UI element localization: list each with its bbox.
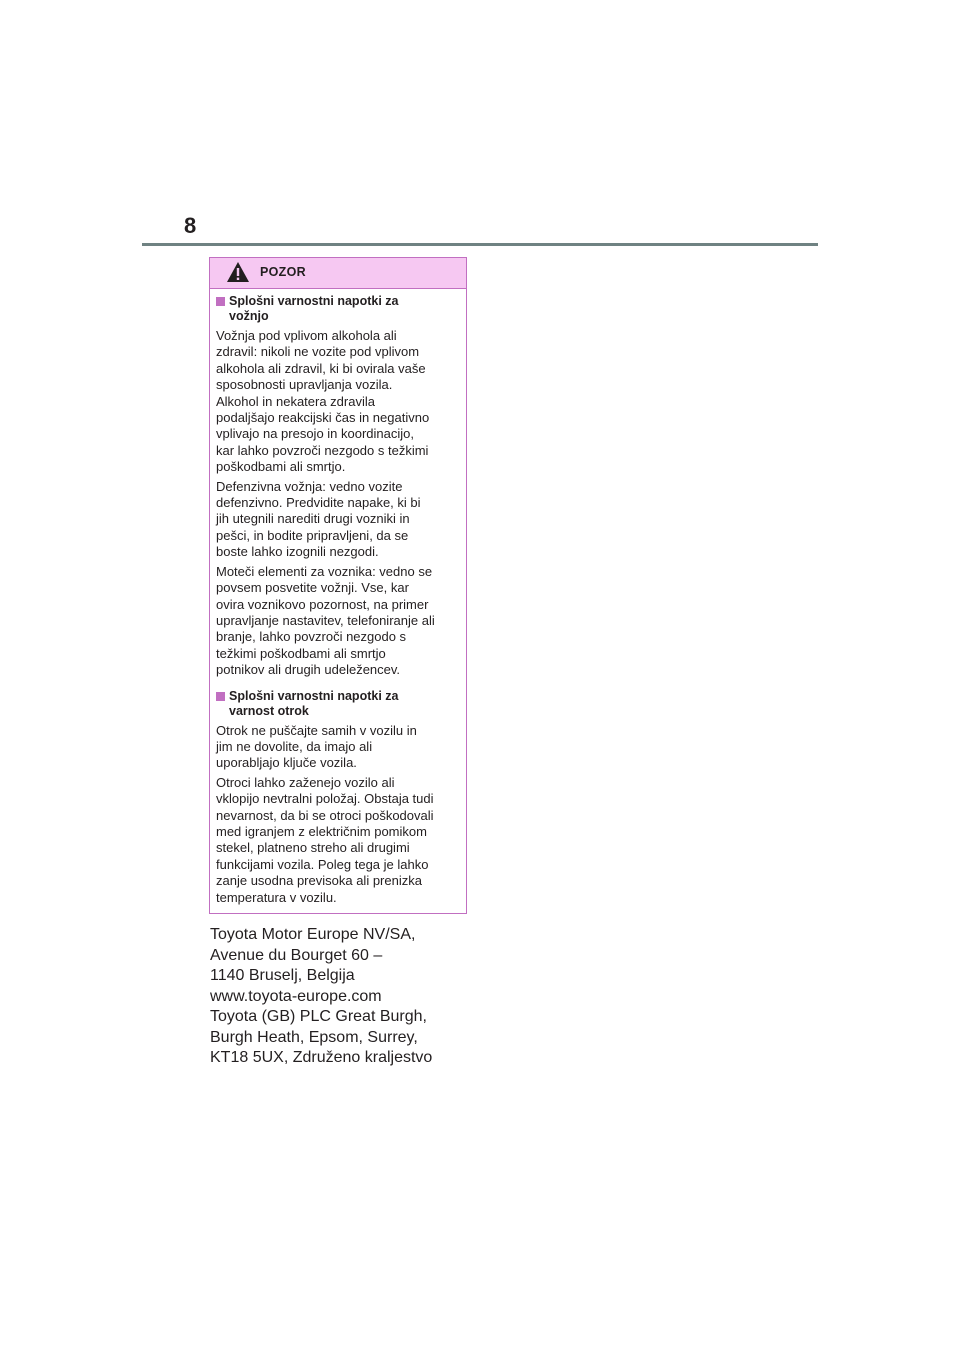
warning-title: POZOR xyxy=(260,265,306,279)
text-line: uporabljajo ključe vozila. xyxy=(216,755,357,771)
text-line: kar lahko povzroči nezgodo s težkimi xyxy=(216,442,429,458)
address-toyota-europe xyxy=(210,925,510,1007)
address-line: KT18 5UX, Združeno kraljestvo xyxy=(210,1049,433,1066)
text-line: nevarnost, da bi se otroci poškodovali xyxy=(216,807,434,823)
page-number: 8 xyxy=(184,213,197,238)
text-line: potnikov ali drugih udeležencev. xyxy=(216,662,401,678)
text-line: Alkohol in nekatera zdravila xyxy=(216,393,375,409)
address-line: Avenue du Bourget 60 – xyxy=(210,946,383,964)
warning-box xyxy=(209,257,467,914)
text-line: defenzivno. Predvidite napake, ki bi xyxy=(216,495,421,511)
paragraph-defensive-driving xyxy=(216,479,460,561)
text-line: zanje usodna previsoka ali prenizka xyxy=(216,873,422,889)
heading-line: vožnjo xyxy=(229,309,269,323)
section-heading-driving xyxy=(216,294,460,324)
text-line: povsem posvetite vožnji. Vse, kar xyxy=(216,580,409,596)
text-line: med igranjem z električnim pomikom xyxy=(216,823,427,839)
address-line: 1140 Bruselj, Belgija xyxy=(210,967,355,984)
text-line: poškodbami ali smrtjo. xyxy=(216,459,346,475)
heading-line: Splošni varnostni napotki za xyxy=(229,688,399,703)
text-line: branje, lahko povzroči nezgodo s xyxy=(216,629,407,645)
paragraph-children-alone xyxy=(216,723,460,772)
text-line: temperatura v vozilu. xyxy=(216,889,337,905)
square-bullet-icon xyxy=(216,297,225,306)
text-line: Otrok ne puščajte samih v vozilu in xyxy=(216,722,417,738)
address-line: Burgh Heath, Epsom, Surrey, xyxy=(210,1028,418,1046)
section-gap xyxy=(216,682,460,689)
website-link[interactable]: www.toyota-europe.com xyxy=(210,987,382,1005)
warning-triangle-icon xyxy=(226,261,250,283)
text-line: Otroci lahko zaženejo vozilo ali xyxy=(216,774,395,790)
text-line: podaljšajo reakcijski čas in negativno xyxy=(216,410,430,426)
text-line: boste lahko izognili nezgodi. xyxy=(216,544,379,560)
text-line: ovira voznikovo pozornost, na primer xyxy=(216,596,429,612)
address-line: Toyota (GB) PLC Great Burgh, xyxy=(210,1008,427,1025)
warning-body xyxy=(210,289,466,906)
text-line: vplivajo na presojo in koordinacijo, xyxy=(216,426,415,442)
text-line: jih utegnili narediti drugi vozniki in xyxy=(216,511,410,527)
warning-header xyxy=(210,258,466,289)
text-line: Vožnja pod vplivom alkohola ali xyxy=(216,328,397,343)
text-line: upravljanje nastavitev, telefoniranje ali xyxy=(216,612,435,628)
heading-line: Splošni varnostni napotki za xyxy=(229,294,399,308)
paragraph-distractions xyxy=(216,564,460,679)
address-toyota-gb xyxy=(210,1007,510,1069)
text-line: težkimi poškodbami ali smrtjo xyxy=(216,645,386,661)
text-line: vklopijo nevtralni položaj. Obstaja tudi xyxy=(216,791,434,807)
square-bullet-icon xyxy=(216,692,225,701)
address-line: Toyota Motor Europe NV/SA, xyxy=(210,926,416,943)
text-line: funkcijami vozila. Poleg tega je lahko xyxy=(216,856,429,872)
text-line: pešci, in bodite pripravljeni, da se xyxy=(216,527,409,543)
text-line: sposobnosti upravljanja vozila. xyxy=(216,377,393,393)
text-line: jim ne dovolite, da imajo ali xyxy=(216,738,373,754)
header-rule xyxy=(142,243,818,246)
paragraph-children-hazards xyxy=(216,775,460,906)
text-line: Defenzivna vožnja: vedno vozite xyxy=(216,478,403,494)
section-heading-child-safety xyxy=(216,689,460,719)
text-line: stekel, platneno streho ali drugimi xyxy=(216,840,410,856)
heading-line: varnost otrok xyxy=(229,703,309,718)
text-line: alkohola ali zdravil, ki bi ovirala vaše xyxy=(216,360,426,376)
text-line: zdravil: nikoli ne vozite pod vplivom xyxy=(216,344,420,360)
text-line: Moteči elementi za voznika: vedno se xyxy=(216,563,433,579)
paragraph-alcohol xyxy=(216,328,460,476)
